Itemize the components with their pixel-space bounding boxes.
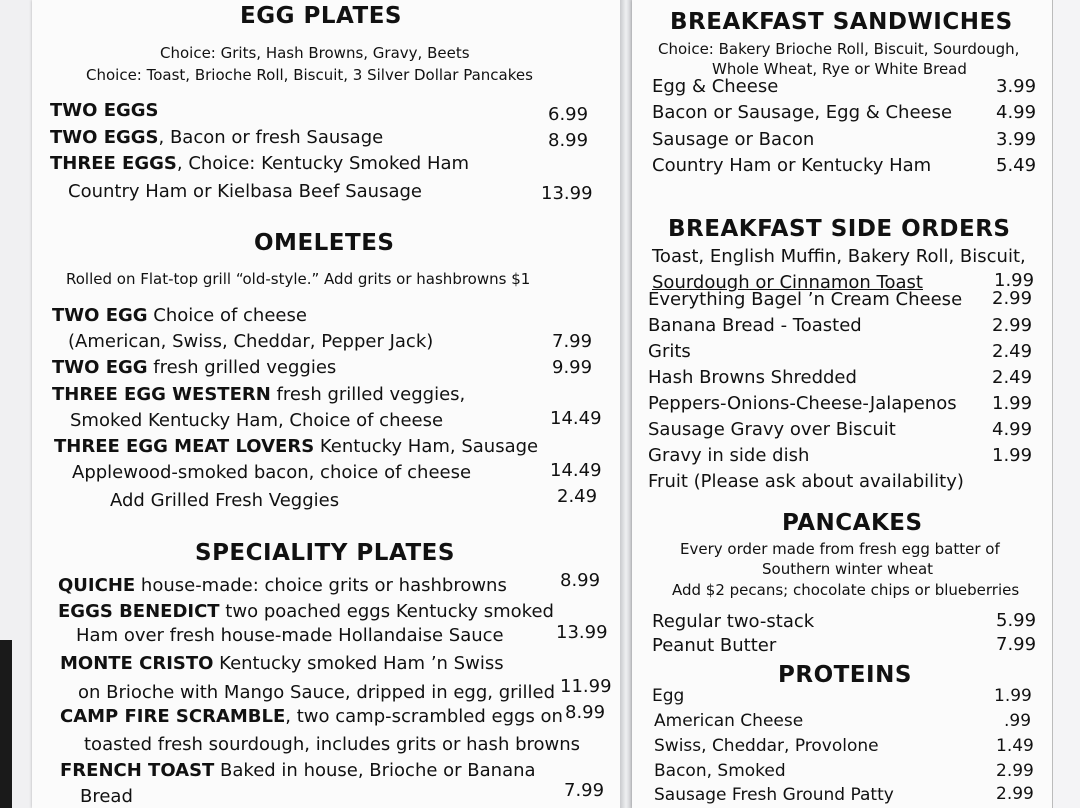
menu-item: THREE EGG MEAT LOVERS Kentucky Ham, Sausage	[54, 436, 539, 457]
menu-item: CAMP FIRE SCRAMBLE, two camp-scrambled eggs on	[60, 706, 563, 727]
menu-item: EGGS BENEDICT two poached eggs Kentucky smoked	[58, 601, 554, 622]
menu-item: FRENCH TOAST Baked in house, Brioche or Banana	[60, 760, 536, 781]
menu-item: QUICHE house-made: choice grits or hashbrowns	[58, 575, 507, 596]
menu-item: THREE EGG WESTERN fresh grilled veggies,	[52, 384, 466, 405]
menu-item: TWO EGG fresh grilled veggies	[52, 357, 337, 378]
menu-item: Sausage or Bacon	[652, 129, 815, 150]
page-edge-right	[1052, 0, 1080, 808]
menu-item: THREE EGGS, Choice: Kentucky Smoked Ham	[50, 153, 470, 174]
item-price: 3.99	[996, 129, 1037, 150]
item-price: 1.99	[992, 393, 1033, 414]
section-choice: Choice: Toast, Brioche Roll, Biscuit, 3 Silver Dollar Pancakes	[86, 66, 533, 84]
section-title-pancakes: PANCAKES	[782, 510, 923, 536]
item-price: 2.99	[992, 288, 1033, 309]
item-price: 4.99	[992, 419, 1033, 440]
menu-item: Regular two-stack	[652, 611, 815, 632]
item-price: 1.99	[994, 270, 1035, 291]
menu-item: Bacon or Sausage, Egg & Cheese	[652, 102, 953, 123]
binder-edge	[0, 640, 12, 808]
menu-item: Bacon, Smoked	[654, 761, 786, 781]
item-price: 8.99	[548, 130, 589, 151]
item-price: 5.49	[996, 155, 1037, 176]
item-price: 13.99	[541, 183, 593, 204]
section-choice: Whole Wheat, Rye or White Bread	[712, 60, 967, 78]
item-price: 9.99	[552, 357, 593, 378]
item-price: 2.49	[992, 367, 1033, 388]
section-choice: Choice: Bakery Brioche Roll, Biscuit, Sourdough,	[658, 40, 1020, 58]
menu-item: TWO EGGS	[50, 100, 159, 121]
section-title-breakfast-sandwiches: BREAKFAST SANDWICHES	[670, 9, 1013, 35]
item-price: 2.49	[992, 341, 1033, 362]
section-note: Add $2 pecans; chocolate chips or blueberries	[672, 581, 1020, 599]
menu-item: Hash Browns Shredded	[648, 367, 857, 388]
item-price: 2.99	[992, 315, 1033, 336]
menu-item: Banana Bread - Toasted	[648, 315, 862, 336]
menu-item: Toast, English Muffin, Bakery Roll, Biscuit,	[652, 246, 1026, 267]
menu-item-detail: Sourdough or Cinnamon Toast	[652, 272, 923, 293]
item-price: 6.99	[548, 104, 589, 125]
menu-item: MONTE CRISTO Kentucky smoked Ham ’n Swiss	[60, 653, 504, 674]
item-price: 8.99	[565, 702, 606, 723]
menu-item: Gravy in side dish	[648, 445, 810, 466]
menu-item: American Cheese	[654, 711, 804, 731]
item-price: 14.49	[550, 408, 602, 429]
menu-item-detail: Country Ham or Kielbasa Beef Sausage	[68, 181, 422, 202]
section-title-proteins: PROTEINS	[778, 662, 912, 688]
menu-item-detail: Add Grilled Fresh Veggies	[110, 490, 340, 511]
item-price: .99	[1004, 711, 1032, 731]
menu-item: Egg	[652, 686, 685, 706]
item-price: 5.99	[996, 610, 1037, 631]
section-title-breakfast-side-orders: BREAKFAST SIDE ORDERS	[668, 216, 1011, 242]
menu-item: Sausage Gravy over Biscuit	[648, 419, 896, 440]
item-price: 7.99	[564, 780, 605, 801]
item-price: 7.99	[552, 331, 593, 352]
section-title-omeletes: OMELETES	[254, 230, 395, 256]
menu-item: Fruit (Please ask about availability)	[648, 471, 964, 492]
item-price: 3.99	[996, 76, 1037, 97]
menu-item: Country Ham or Kentucky Ham	[652, 155, 932, 176]
section-note: Southern winter wheat	[762, 560, 934, 578]
section-title-egg-plates: EGG PLATES	[240, 3, 402, 29]
section-note: Rolled on Flat-top grill “old-style.” Add grits or hashbrowns $1	[66, 270, 531, 288]
menu-item: TWO EGGS, Bacon or fresh Sausage	[50, 127, 384, 148]
menu-item: Grits	[648, 341, 691, 362]
section-note: Every order made from fresh egg batter of	[680, 540, 1000, 558]
page-fold	[620, 0, 632, 808]
menu-item: Swiss, Cheddar, Provolone	[654, 736, 879, 756]
menu-item: Egg & Cheese	[652, 76, 779, 97]
menu-item-detail: (American, Swiss, Cheddar, Pepper Jack)	[68, 331, 434, 352]
menu-item: Peppers-Onions-Cheese-Jalapenos	[648, 393, 957, 414]
item-price: 2.99	[996, 784, 1034, 804]
item-price: 1.49	[996, 736, 1034, 756]
item-price: 2.99	[996, 761, 1034, 781]
section-choice: Choice: Grits, Hash Browns, Gravy, Beets	[160, 44, 470, 62]
item-price: 1.99	[992, 445, 1033, 466]
menu-item-detail: Ham over fresh house-made Hollandaise Sauce	[76, 625, 504, 646]
menu-item-detail: toasted fresh sourdough, includes grits or hash browns	[84, 734, 581, 755]
menu-item: Everything Bagel ’n Cream Cheese	[648, 289, 963, 310]
menu-item-detail: Applewood-smoked bacon, choice of cheese	[72, 462, 472, 483]
item-price: 2.49	[557, 486, 598, 507]
item-price: 8.99	[560, 570, 601, 591]
item-price: 11.99	[560, 676, 612, 697]
item-price: 14.49	[550, 460, 602, 481]
item-price: 4.99	[996, 102, 1037, 123]
menu-item-detail: on Brioche with Mango Sauce, dripped in egg, grilled	[78, 682, 556, 703]
menu-item-detail: Bread	[80, 786, 133, 807]
item-price: 13.99	[556, 622, 608, 643]
item-price: 1.99	[994, 686, 1032, 706]
section-title-speciality-plates: SPECIALITY PLATES	[195, 540, 455, 566]
menu-item: Sausage Fresh Ground Patty	[654, 785, 894, 805]
menu-item-detail: Smoked Kentucky Ham, Choice of cheese	[70, 410, 444, 431]
menu-item: TWO EGG Choice of cheese	[52, 305, 307, 326]
menu-item: Peanut Butter	[652, 635, 777, 656]
item-price: 7.99	[996, 634, 1037, 655]
